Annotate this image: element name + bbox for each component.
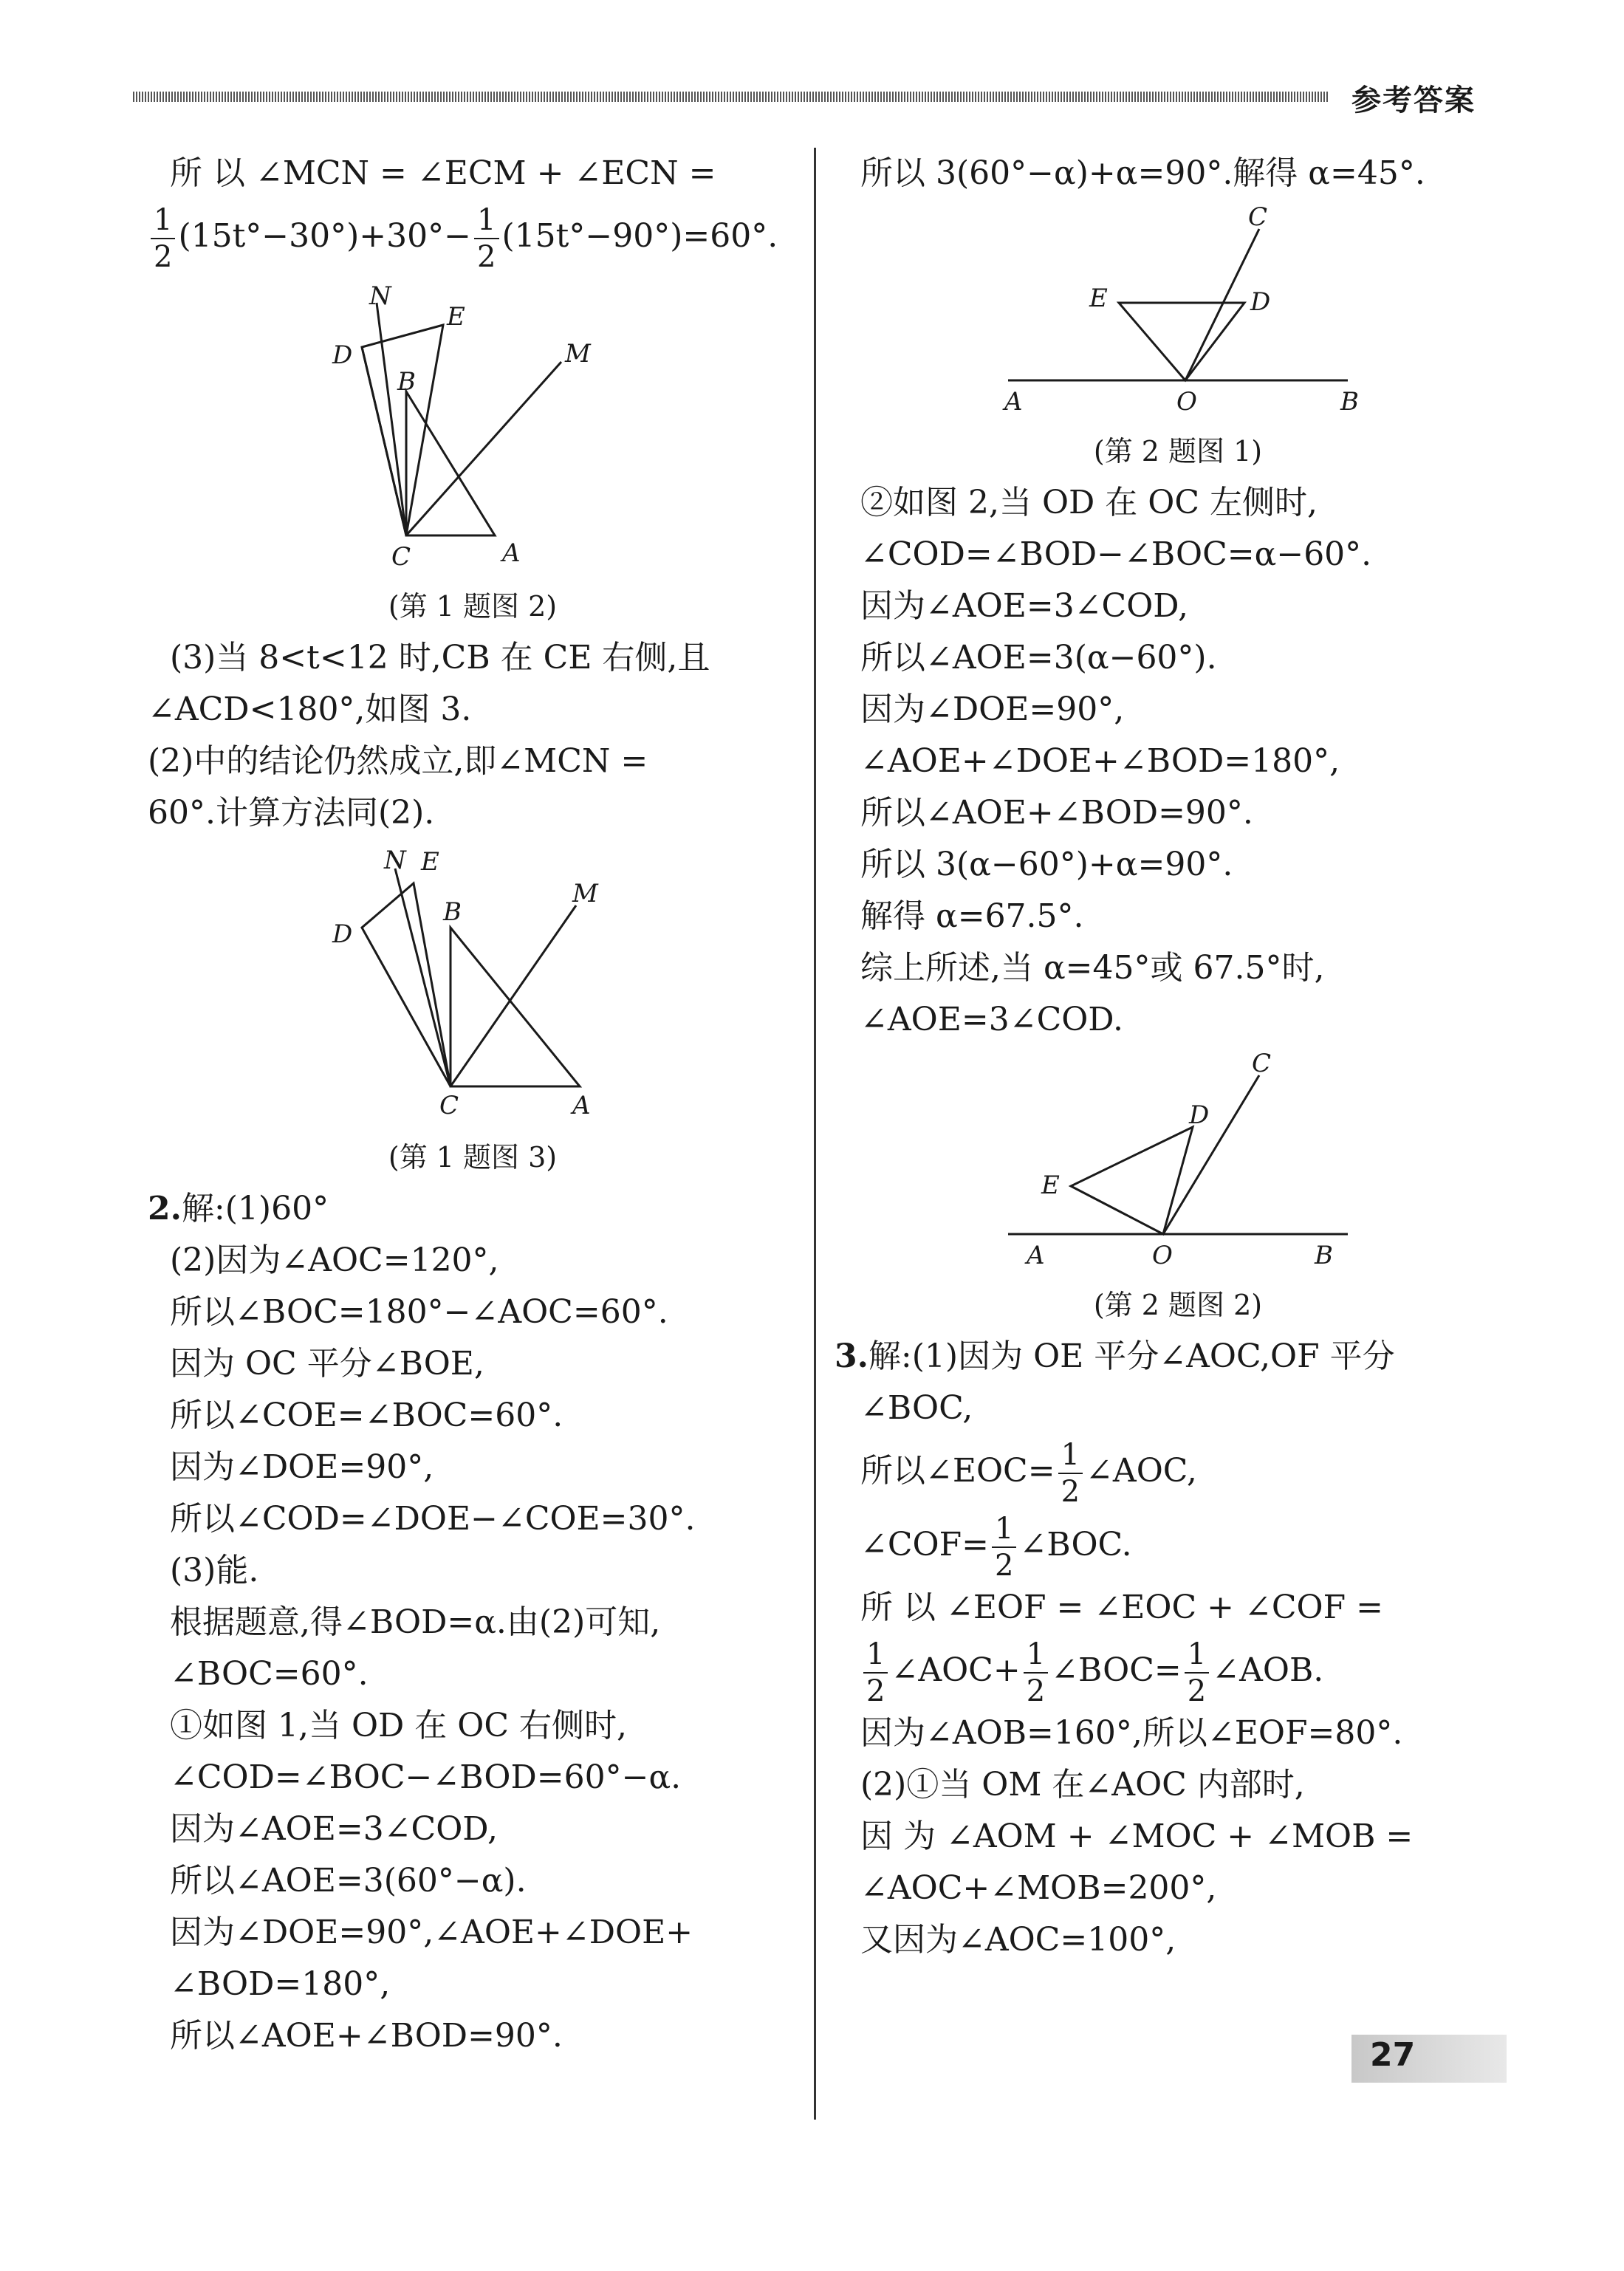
- label-b: B: [1340, 387, 1359, 417]
- left-column: [148, 148, 798, 2062]
- text-line: 所以 3(α−60°)+α=90°.: [860, 846, 1233, 883]
- fraction-line: ∠COF= $\frac{1}{2}$ ∠BOC.: [860, 1511, 1132, 1583]
- label-b: B: [443, 897, 462, 927]
- text-line: ∠AOE=3∠COD.: [860, 1001, 1123, 1038]
- text-line: 因为∠DOE=90°,∠AOE+∠DOE+: [170, 1914, 693, 1951]
- label-b: B: [397, 367, 416, 397]
- label-n: N: [384, 846, 406, 875]
- label-o: O: [1152, 1241, 1173, 1270]
- label-m: M: [565, 339, 591, 369]
- text-line: 因为∠AOE=3∠COD,: [860, 587, 1188, 625]
- figure-caption: (第 1 题图 2): [388, 590, 558, 623]
- text-line: ∠BOC,: [860, 1389, 973, 1427]
- page-number: 27: [1370, 2036, 1416, 2074]
- text-line: ∠AOC+∠MOB=200°,: [860, 1869, 1217, 1907]
- text-line: 又因为∠AOC=100°,: [860, 1921, 1176, 1959]
- right-column: [835, 148, 1495, 1966]
- label-a: A: [502, 538, 521, 568]
- text-line: ∠COD=∠BOD−∠BOC=α−60°.: [860, 535, 1372, 573]
- fraction: $\frac{1}{2}$: [474, 205, 498, 272]
- fraction: $\frac{1}{2}$: [151, 205, 175, 272]
- text-line: 因为∠DOE=90°,: [860, 691, 1125, 728]
- text-line: 所以∠AOE=3(α−60°).: [860, 639, 1217, 676]
- label-n: N: [369, 281, 391, 311]
- text-line: 所以 3(60°−α)+α=90°.解得 α=45°.: [860, 154, 1425, 192]
- text-line: 所以∠COD=∠DOE−∠COE=30°.: [170, 1500, 696, 1538]
- text-line: 因为∠AOB=160°,所以∠EOF=80°.: [860, 1714, 1403, 1752]
- label-e: E: [421, 847, 439, 877]
- text-line: (3)能.: [170, 1552, 259, 1589]
- text-line: ∠COD=∠BOC−∠BOD=60°−α.: [170, 1758, 682, 1796]
- text-line: (2)①当 OM 在∠AOC 内部时,: [860, 1766, 1305, 1804]
- fraction-line: 所以∠EOC= $\frac{1}{2}$ ∠AOC,: [860, 1437, 1197, 1509]
- fraction: $\frac{1}{2}$: [1185, 1640, 1209, 1706]
- text-line: 因 为 ∠AOM + ∠MOC + ∠MOB =: [860, 1818, 1414, 1855]
- figure-caption: (第 1 题图 3): [388, 1141, 558, 1174]
- question-number: 3.: [835, 1337, 868, 1375]
- label-b: B: [1315, 1241, 1333, 1270]
- header-title: 参考答案: [1351, 83, 1476, 117]
- text-line: ∠BOC=60°.: [170, 1655, 369, 1693]
- text-line: 所以∠BOC=180°−∠AOC=60°.: [170, 1293, 668, 1331]
- label-e: E: [447, 302, 465, 332]
- text-line: 因为∠DOE=90°,: [170, 1448, 434, 1486]
- label-e: E: [1089, 284, 1108, 313]
- text-line: ∠AOE+∠DOE+∠BOD=180°,: [860, 742, 1340, 780]
- label-e: E: [1041, 1171, 1060, 1200]
- label-d: D: [332, 340, 353, 370]
- label-a: A: [572, 1091, 591, 1120]
- text-line: ②如图 2,当 OD 在 OC 左侧时,: [860, 484, 1318, 521]
- header-rule: [133, 92, 1329, 102]
- label-d: D: [332, 919, 353, 949]
- text-line: 60°.计算方法同(2).: [148, 794, 435, 832]
- text-line: 所 以 ∠MCN = ∠ECM + ∠ECN =: [170, 154, 716, 192]
- text-line: (2)因为∠AOC=120°,: [170, 1241, 499, 1279]
- question-2-intro: 2.解:(1)60°: [148, 1190, 329, 1227]
- text-line: 因为 OC 平分∠BOE,: [170, 1345, 484, 1383]
- text-line: ①如图 1,当 OD 在 OC 右侧时,: [170, 1707, 627, 1744]
- column-divider: [814, 148, 816, 2120]
- label-m: M: [572, 879, 598, 908]
- text-line: (2)中的结论仍然成立,即∠MCN =: [148, 742, 648, 780]
- fraction-line: $\frac{1}{2}$ (15t°−30°)+30°− $\frac{1}{2}$ (15t°−90°)=60°.: [148, 199, 798, 273]
- label-o: O: [1176, 387, 1197, 417]
- text-line: 所以∠AOE+∠BOD=90°.: [860, 794, 1253, 832]
- fraction: $\frac{1}{2}$: [1058, 1440, 1083, 1507]
- question-2-right-lines: [860, 477, 1495, 1046]
- label-c: C: [391, 542, 411, 572]
- text-line: 所 以 ∠EOF = ∠EOC + ∠COF =: [860, 1589, 1383, 1626]
- figure-2-1: [979, 207, 1377, 421]
- question-3-intro: 3.解:(1)因为 OE 平分∠AOC,OF 平分: [835, 1337, 1395, 1375]
- figure-caption: (第 2 题图 1): [1093, 435, 1263, 467]
- text-line: 综上所述,当 α=45°或 67.5°时,: [860, 949, 1325, 987]
- text-line: ∠ACD<180°,如图 3.: [148, 691, 472, 728]
- fraction: $\frac{1}{2}$: [992, 1514, 1016, 1580]
- fraction: $\frac{1}{2}$: [863, 1640, 888, 1706]
- text-line: 解得 α=67.5°.: [860, 897, 1084, 935]
- text-line: 所以∠COE=∠BOC=60°.: [170, 1397, 563, 1434]
- text-line: 因为∠AOE=3∠COD,: [170, 1810, 498, 1848]
- question-2-lines: [148, 1235, 798, 2062]
- label-a: A: [1027, 1241, 1045, 1270]
- text-line: 所以∠AOE+∠BOD=90°.: [170, 2017, 563, 2055]
- label-d: D: [1250, 287, 1271, 317]
- figure-2-2: [979, 1053, 1377, 1275]
- text-line: 根据题意,得∠BOD=α.由(2)可知,: [170, 1603, 661, 1641]
- text-line: ∠BOD=180°,: [170, 1965, 391, 2003]
- figure-1-3: [288, 846, 657, 1127]
- figure-1-2: [288, 281, 657, 576]
- label-d: D: [1189, 1100, 1210, 1130]
- label-c: C: [1252, 1053, 1272, 1078]
- figure-caption: (第 2 题图 2): [1093, 1289, 1263, 1321]
- label-c: C: [1248, 207, 1268, 232]
- text-line: 所以∠AOE=3(60°−α).: [170, 1862, 527, 1900]
- label-c: C: [439, 1091, 459, 1120]
- fraction: $\frac{1}{2}$: [1024, 1640, 1048, 1706]
- fraction-line: $\frac{1}{2}$ ∠AOC+ $\frac{1}{2}$ ∠BOC= $\frac{1}{2}$ ∠AOB.: [860, 1634, 1495, 1707]
- text-line: (3)当 8<t<12 时,CB 在 CE 右侧,且: [170, 639, 710, 676]
- label-a: A: [1004, 387, 1023, 417]
- question-number: 2.: [148, 1190, 182, 1227]
